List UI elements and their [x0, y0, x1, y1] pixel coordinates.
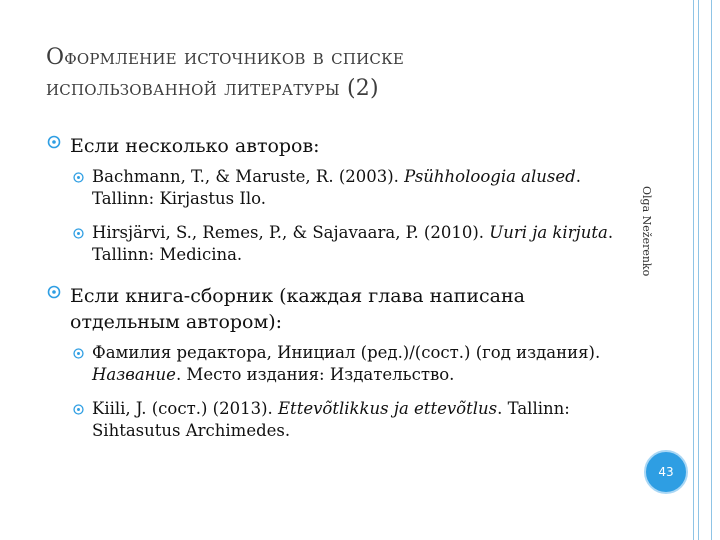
decor-line-1 — [693, 0, 694, 540]
bullet-icon — [46, 284, 62, 300]
bullet-icon — [72, 227, 85, 240]
bullet-icon — [72, 171, 85, 184]
reference-text: Bachmann, T., & Maruste, R. (2003). Psühholoogia alused. Tallinn: Kirjastus Ilo. — [92, 167, 581, 208]
title-line-1: Оформление источников в списке — [46, 45, 405, 70]
sub-list-item — [72, 166, 617, 210]
list-item — [46, 283, 616, 335]
reference-text: Фамилия редактора, Инициал (ред.)/(сост.) (год издания). Название. Место издания: Издательство. — [92, 343, 601, 384]
decor-line-2 — [698, 0, 699, 540]
bullet-icon — [46, 134, 62, 150]
author-name: Olga Nežerenko — [640, 186, 653, 277]
reference-text: Hirsjärvi, S., Remes, P., & Sajavaara, P. (2010). Uuri ja kirjuta. Tallinn: Medicina. — [92, 223, 614, 264]
sub-list-item — [72, 342, 627, 386]
page-number: 43 — [644, 450, 688, 494]
sub-list-item — [72, 398, 617, 442]
reference-text: Kiili, J. (сост.) (2013). Ettevõtlikkus ja ettevõtlus. Tallinn: Sihtasutus Archimedes. — [92, 399, 570, 440]
title-line-2: использованной литературы (2) — [46, 76, 379, 101]
sub-list-item — [72, 222, 617, 266]
decor-line-3 — [711, 0, 712, 540]
list-item-text: Если книга-сборник (каждая глава написана отдельным автором): — [70, 285, 525, 333]
list-item — [46, 133, 636, 159]
bullet-icon — [72, 347, 85, 360]
bullet-icon — [72, 403, 85, 416]
list-item-text: Если несколько авторов: — [70, 135, 320, 157]
slide-title — [46, 42, 646, 104]
